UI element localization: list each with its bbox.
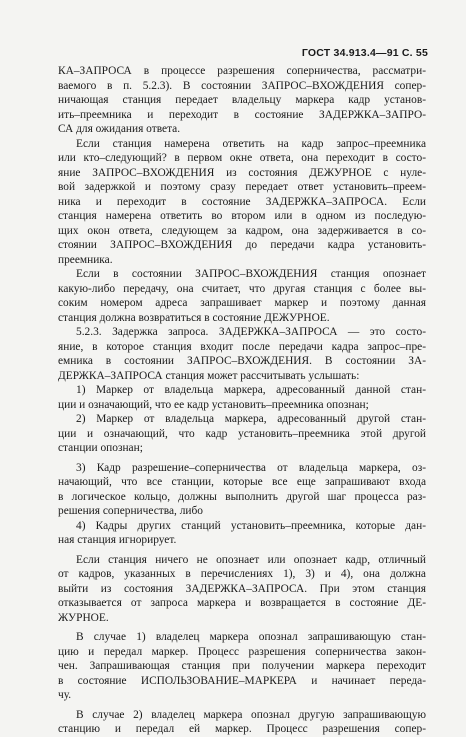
text-line: цию и передал маркер. Процесс разрешения соперничества закон-	[58, 645, 426, 658]
text-line: чу.	[58, 689, 72, 701]
text-line: ции и означающий, что кадр установить–преемника этой другой	[58, 427, 426, 440]
text-line: решения соперничества, либо	[58, 505, 203, 517]
text-line: ваемого в п. 5.2.3). В состоянии ЗАПРОС–ВХОЖДЕНИЯ сопер-	[58, 79, 426, 92]
paragraph	[58, 461, 426, 519]
text-line: от кадров, указанных в перечислениях 1), 3) и 4), она должна	[58, 568, 426, 580]
text-line: преемника.	[58, 253, 113, 266]
paragraph	[58, 64, 426, 137]
text-line: ЖУРНОЕ.	[58, 611, 109, 624]
text-line: в логическое кольцо, должны выполнить другой шаг процесса раз-	[58, 490, 426, 503]
text-line: соким номером адреса запрашивает маркер и поэтому данная	[58, 297, 426, 309]
page-header: ГОСТ 34.913.4—91 С. 55	[301, 47, 428, 59]
text-line: отказывается от запроса маркера и возвращается в состояние ДЕ-	[58, 597, 426, 609]
text-line: чен. Запрашивающая станция при получении маркера переходит	[58, 660, 426, 672]
paragraph	[58, 708, 426, 737]
text-line: КА–ЗАПРОСА в процессе разрешения соперничества, рассматри-	[58, 65, 426, 77]
paragraph	[58, 267, 426, 325]
text-line: станцию и передал ей маркер. Процесс разрешения сопер-	[58, 723, 426, 735]
paragraph	[58, 630, 426, 703]
text-line: щих окон ответа, следующем за кадром, она задерживается в со-	[58, 224, 426, 237]
text-line: или кто–следующий? в первом окне ответа, она переходит в состо-	[58, 152, 426, 164]
paragraph	[58, 519, 426, 548]
document-body	[58, 64, 426, 737]
text-line: Если в состоянии ЗАПРОС–ВХОЖДЕНИЯ станция опознает	[76, 268, 426, 280]
text-line: 2) Маркер от владельца маркера, адресованный другой стан-	[76, 413, 426, 425]
text-line: яние ЗАПРОС–ВХОЖДЕНИЯ из состояния ДЕЖУРНОЕ с нуле-	[58, 166, 426, 179]
text-line: в состояние ИСПОЛЬЗОВАНИЕ–МАРКЕРА и начинает переда-	[58, 674, 426, 687]
text-line: стоянии ЗАПРОС–ВХОЖДЕНИЯ до передачи кадра установить-	[58, 239, 426, 251]
text-line: 3) Кадр разрешение–соперничества от владельца маркера, оз-	[76, 461, 426, 474]
text-line: ить–преемника и переходит в состояние ЗАДЕРЖКА–ЗАПРО-	[58, 108, 426, 121]
text-line: выйти из состояния ЗАДЕРЖКА–ЗАПРОСА. При этом станция	[58, 582, 426, 595]
text-line: станции опознан;	[58, 442, 143, 454]
paragraph	[58, 383, 426, 412]
text-line: СА для ожидания ответа.	[58, 123, 181, 135]
text-line: станция должна возвратиться в состояние ДЕЖУРНОЕ.	[58, 311, 330, 324]
paragraph	[58, 325, 426, 383]
text-line: ДЕРЖКА–ЗАПРОСА станция может рассчитывать услышать:	[58, 369, 360, 382]
text-line: Если станция намерена ответить на кадр запрос–преемника	[76, 137, 426, 150]
text-line: вой задержкой и поэтому сразу передает ответ установить–преем-	[58, 181, 426, 193]
text-line: 4) Кадры других станций установить–преемника, которые дан-	[76, 519, 426, 532]
text-line: яние, в которое станция входит после передачи кадра запрос–пре-	[58, 340, 426, 353]
text-line: 5.2.3. Задержка запроса. ЗАДЕРЖКА–ЗАПРОСА — это состо-	[76, 326, 426, 338]
paragraph	[58, 137, 426, 268]
text-line: В случае 2) владелец маркера опознал другую запрашивающую	[76, 708, 426, 721]
text-line: ничающая станция передает владельцу маркера кадр установ-	[58, 94, 426, 106]
text-line: ная станция игнорирует.	[58, 534, 177, 546]
text-line: какую-либо передачу, она считает, что другая станция с более вы-	[58, 282, 426, 295]
paragraph	[58, 412, 426, 456]
text-line: В случае 1) владелец маркера опознал запрашивающую стан-	[76, 631, 426, 643]
text-line: ника и переходит в состояние ЗАДЕРЖКА–ЗАПРОСА. Если	[58, 195, 426, 208]
text-line: станция намерена ответить во втором или в одном из последую-	[58, 210, 426, 222]
text-line: Если станция ничего не опознает или опознает кадр, отличный	[76, 553, 426, 566]
text-line: 1) Маркер от владельца маркера, адресованный данной стан-	[76, 384, 426, 396]
text-line: емника в состоянии ЗАПРОС–ВХОЖДЕНИЯ. В состоянии ЗА-	[58, 355, 426, 367]
paragraph	[58, 553, 426, 626]
text-line: начающий, что все станции, которые все еще запрашивают входа	[58, 476, 426, 488]
text-line: ции и означающий, что ее кадр установить–преемника опознан;	[58, 398, 369, 411]
